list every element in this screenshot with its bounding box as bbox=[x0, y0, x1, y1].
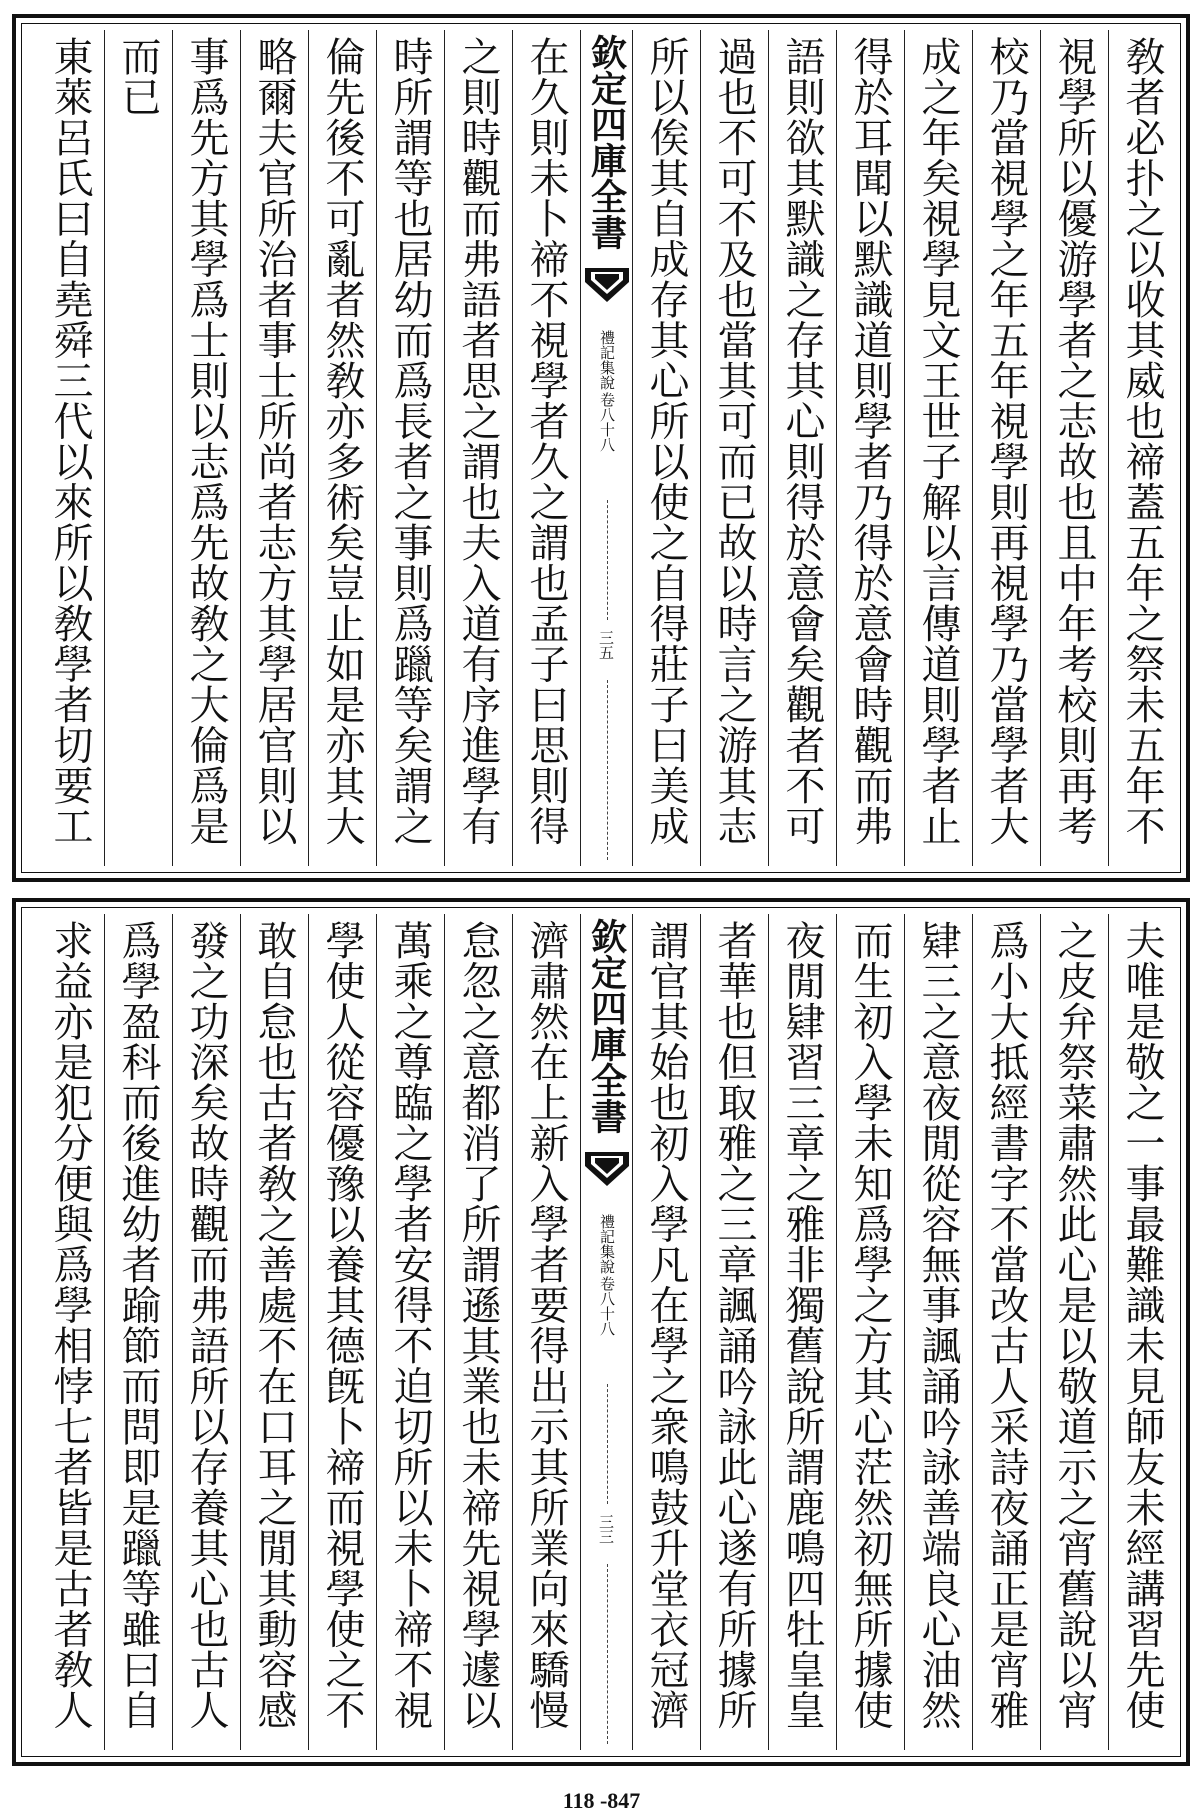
text-column: 東萊呂氏曰自堯舜三代以來所以敎學者切要工 bbox=[47, 36, 93, 846]
text-column: 略爾夫官所治者事士所尚者志方其學居官則以 bbox=[240, 30, 308, 866]
collection-title: 欽定四庫全書 bbox=[585, 918, 628, 1134]
text-column: 怠忽之意都消了所謂遜其業也未禘先視學遽以 bbox=[444, 914, 512, 1750]
book-title: 禮記集說 bbox=[598, 1214, 616, 1274]
text-column: 濟肅然在上新入學者要得出示其所業向來驕慢 bbox=[512, 914, 580, 1750]
text-column: 爲學盈科而後進幼者踰節而問即是躐等雖曰自 bbox=[104, 914, 172, 1750]
text-column: 夜閒肄習三章之雅非獨舊說所謂鹿鳴四牡皇皇 bbox=[768, 914, 836, 1750]
text-column: 之皮弁祭菜肅然此心是以敬道示之宵舊說以宵 bbox=[1040, 914, 1108, 1750]
center-margin bbox=[580, 30, 632, 866]
book-info bbox=[598, 1214, 615, 1336]
text-column: 語則欲其默識之存其心則得於意會矣觀者不可 bbox=[768, 30, 836, 866]
page-number: 三三 bbox=[597, 1514, 615, 1544]
volume-label: 卷八十八 bbox=[598, 1276, 616, 1336]
text-column: 謂官其始也初入學凡在學之衆鳴鼓升堂衣冠濟 bbox=[632, 914, 700, 1750]
center-rule bbox=[607, 1564, 608, 1744]
text-column: 敢自怠也古者敎之善處不在口耳之閒其動容感 bbox=[240, 914, 308, 1750]
bottom-columns bbox=[26, 914, 1176, 1750]
bottom-page bbox=[12, 898, 1190, 1766]
center-rule bbox=[607, 1384, 608, 1504]
footer-page-id: 118 -847 bbox=[562, 1788, 641, 1813]
text-column: 而已 bbox=[104, 30, 172, 866]
text-column: 之則時觀而弗語者思之謂也夫入道有序進學有 bbox=[444, 30, 512, 866]
text-column: 得於耳聞以默識道則學者乃得於意會時觀而弗 bbox=[836, 30, 904, 866]
fish-tail-mark-icon bbox=[585, 268, 629, 302]
text-column: 而生初入學未知爲學之方其心茫然初無所據使 bbox=[836, 914, 904, 1750]
text-column: 敎者必扑之以收其威也禘蓋五年之祭未五年不 bbox=[1108, 30, 1176, 866]
text-column: 過也不可不及也當其可而已故以時言之游其志 bbox=[700, 30, 768, 866]
top-page bbox=[12, 14, 1190, 882]
volume-label: 卷八十八 bbox=[598, 392, 616, 452]
text-column: 事爲先方其學爲士則以志爲先故敎之大倫爲是 bbox=[172, 30, 240, 866]
text-column: 倫先後不可亂者然敎亦多術矣豈止如是亦其大 bbox=[308, 30, 376, 866]
center-margin bbox=[580, 914, 632, 1750]
text-column: 夫唯是敬之一事最難識未見師友未經講習先使 bbox=[1108, 914, 1176, 1750]
top-columns bbox=[26, 30, 1176, 866]
text-column: 視學所以優游學者之志故也且中年考校則再考 bbox=[1040, 30, 1108, 866]
center-rule bbox=[607, 680, 608, 860]
text-column: 求益亦是犯分便與爲學相悖七者皆是古者敎人 bbox=[47, 920, 93, 1730]
text-column: 成之年矣視學見文王世子解以言傳道則學者止 bbox=[904, 30, 972, 866]
text-column: 校乃當視學之年五年視學則再視學乃當學者大 bbox=[972, 30, 1040, 866]
text-column: 時所謂等也居幼而爲長者之事則爲躐等矣謂之 bbox=[376, 30, 444, 866]
book-title: 禮記集說 bbox=[598, 330, 616, 390]
collection-title: 欽定四庫全書 bbox=[585, 34, 628, 250]
text-column: 學使人從容優豫以養其德旣卜禘而視學使之不 bbox=[308, 914, 376, 1750]
text-column: 所以俟其自成存其心所以使之自得莊子曰美成 bbox=[632, 30, 700, 866]
text-column: 者華也但取雅之三章諷誦吟詠此心遂有所據所 bbox=[700, 914, 768, 1750]
book-info bbox=[598, 330, 615, 452]
center-rule bbox=[607, 500, 608, 620]
text-column: 爲小大抵經書字不當改古人采詩夜誦正是宵雅 bbox=[972, 914, 1040, 1750]
text-column: 發之功深矣故時觀而弗語所以存養其心也古人 bbox=[172, 914, 240, 1750]
text-column: 在久則未卜禘不視學者久之謂也孟子曰思則得 bbox=[512, 30, 580, 866]
text-column: 萬乘之尊臨之學者安得不迫切所以未卜禘不視 bbox=[376, 914, 444, 1750]
text-column: 肄三之意夜閒從容無事諷誦吟詠善端良心油然 bbox=[904, 914, 972, 1750]
fish-tail-mark-icon bbox=[585, 1152, 629, 1186]
page-number: 三五 bbox=[597, 630, 615, 660]
